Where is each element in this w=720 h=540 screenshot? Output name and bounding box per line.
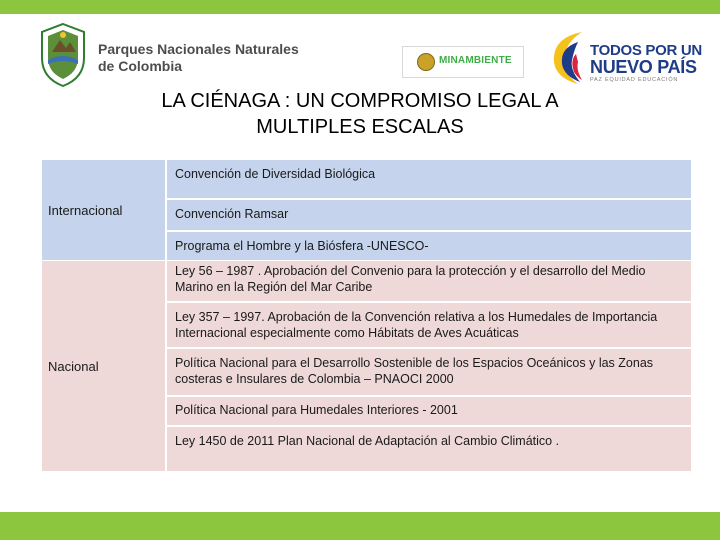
tpp-line1: TODOS POR UN (590, 42, 702, 59)
tpp-line2: NUEVO PAÍS (590, 57, 697, 77)
table-row: Convención Ramsar (167, 200, 691, 230)
table-row: Ley 357 – 1997. Aprobación de la Convención relativa a los Humedales de Importancia Internacional especialmente como Hábitats de Aves Acuáticas (167, 303, 691, 347)
table-row: Ley 56 – 1987 . Aprobación del Convenio para la protección y el desarrollo del Medio Marino en la Región del Mar Caribe (167, 261, 691, 301)
category-internacional (42, 160, 165, 260)
top-accent-bar (0, 0, 720, 14)
parques-nacionales-logo-icon (38, 22, 88, 88)
table-row: Política Nacional para el Desarrollo Sostenible de los Espacios Oceánicos y las Zonas costeras e Insulares de Colombia – PNAOCI 2000 (167, 349, 691, 395)
pnn-logo-text (98, 41, 299, 75)
table-row: Política Nacional para Humedales Interiores - 2001 (167, 397, 691, 425)
minambiente-logo (402, 46, 524, 78)
minambiente-label: MINAMBIENTE (439, 55, 512, 66)
page-title: LA CIÉNAGA : UN COMPROMISO LEGAL A MULTIPLES ESCALAS (161, 90, 559, 138)
category-nacional (42, 261, 165, 471)
pnn-line1: Parques Nacionales Naturales (98, 41, 299, 57)
pnn-line2: de Colombia (98, 58, 183, 74)
table-row: Convención de Diversidad Biológica (167, 160, 691, 198)
table-row: Ley 1450 de 2011 Plan Nacional de Adaptación al Cambio Climático . (167, 427, 691, 471)
colombia-seal-icon (417, 53, 435, 71)
category-label: Internacional (48, 202, 123, 218)
todos-por-un-nuevo-pais-logo-icon (548, 26, 586, 88)
tpp-line3: PAZ EQUIDAD EDUCACIÓN (590, 77, 679, 83)
category-label: Nacional (48, 358, 99, 374)
table-row: Programa el Hombre y la Biósfera -UNESCO- (167, 232, 691, 260)
bottom-accent-bar (0, 512, 720, 540)
